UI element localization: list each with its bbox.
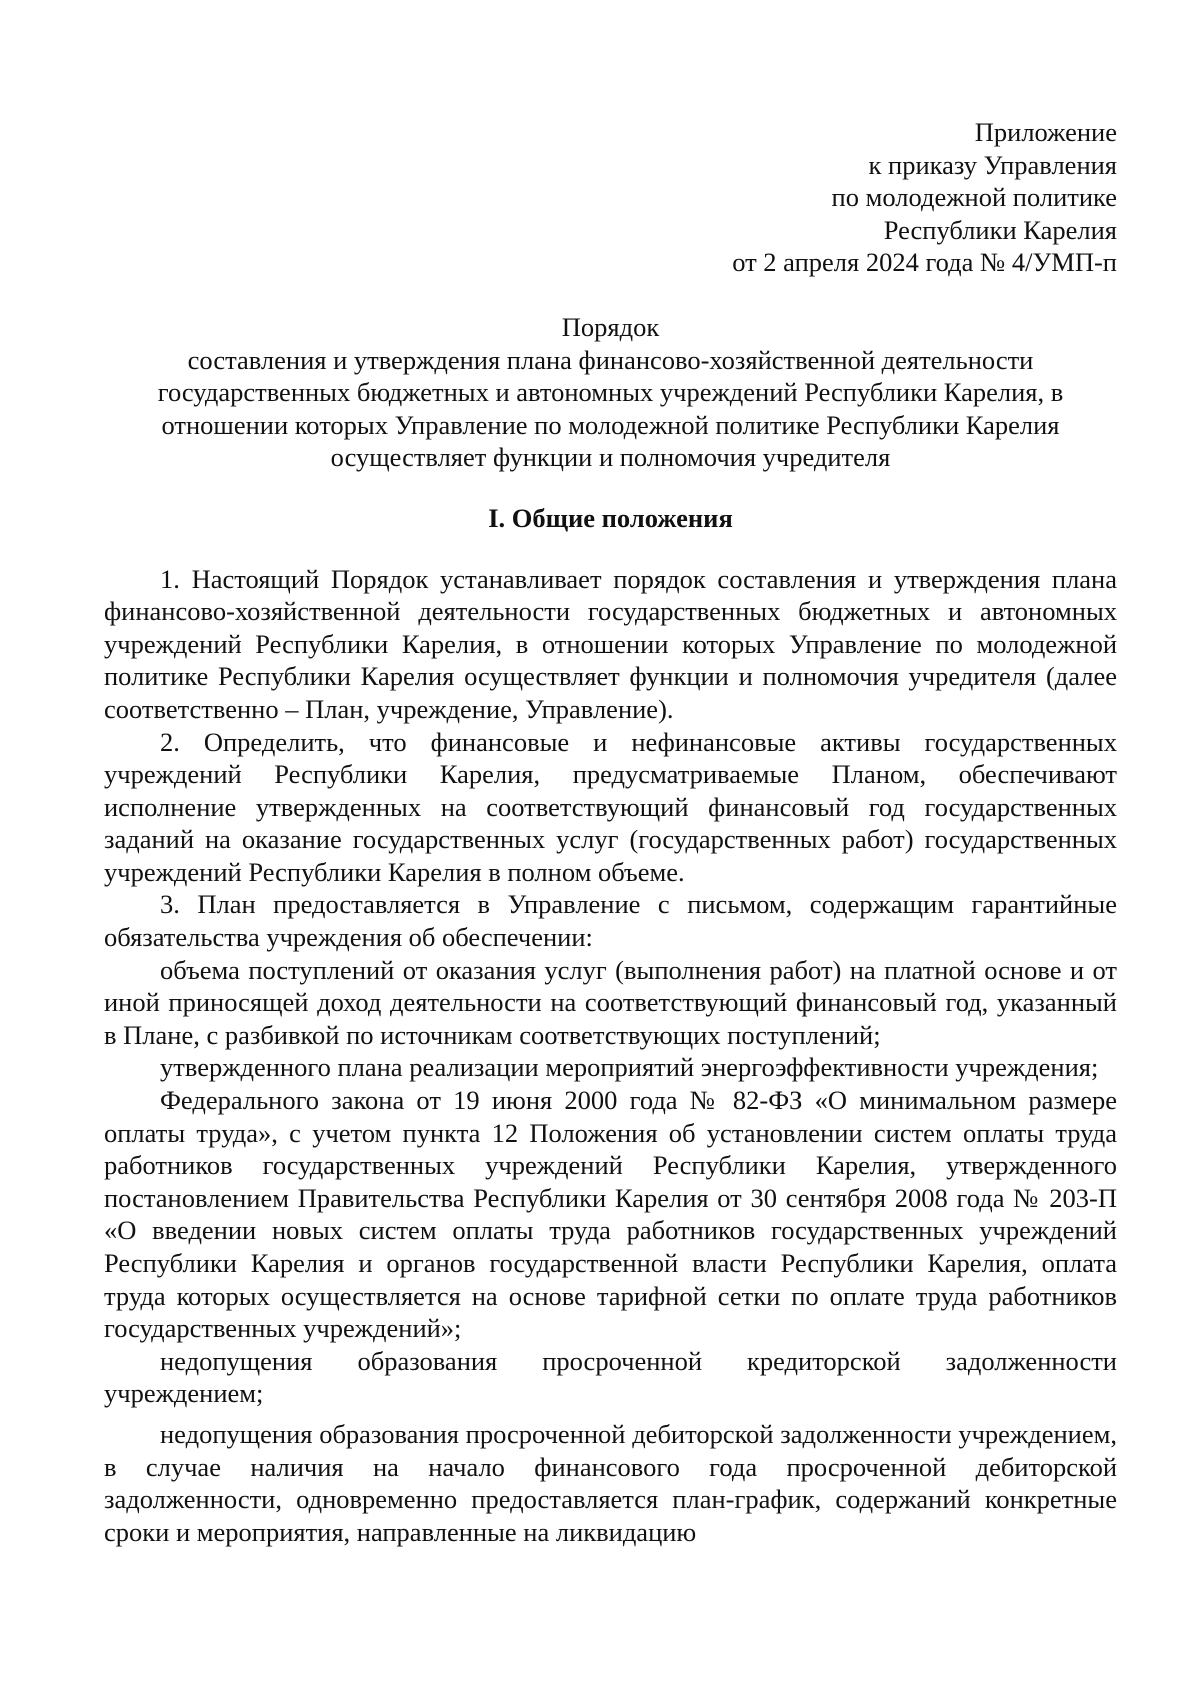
paragraph-1: 1. Настоящий Порядок устанавливает порядок составления и утверждения плана финансово-хозяйственной деятельности государственных бюджетных и автономных учреждений Республики Карелия, в отношении которых Управление по молодежной политике Республики Карелия осуществляет функции и полномочия учредителя (далее соответственно – План, учреждение, Управление). bbox=[104, 563, 1117, 724]
paragraph-2: 2. Определить, что финансовые и нефинансовые активы государственных учреждений Республики Карелия, предусматриваемые Планом, обеспечивают исполнение утвержденных на соответствующий финансовый год государственных заданий на оказание государственных услуг (государственных работ) государственных учреждений Республики Карелия в полном объеме. bbox=[104, 726, 1117, 887]
paragraph-3: 3. План предоставляется в Управление с письмом, содержащим гарантийные обязательства учреждения об обеспечении: bbox=[104, 889, 1117, 953]
document-body bbox=[104, 563, 1117, 1549]
annex-block bbox=[104, 116, 1117, 279]
annex-line-3: по молодежной политике bbox=[831, 182, 1117, 213]
annex-line-1: Приложение bbox=[974, 117, 1117, 147]
annex-line-5: от 2 апреля 2024 года № 4/УМП-п bbox=[732, 247, 1117, 278]
annex-line-2: к приказу Управления bbox=[868, 149, 1117, 180]
title-line-5: осуществляет функции и полномочия учредителя bbox=[330, 442, 891, 473]
title-line-2: составления и утверждения плана финансово-хозяйственной деятельности bbox=[187, 344, 1034, 375]
paragraph-3-item-debtor: недопущения образования просроченной дебиторской задолженности учреждением, в случае наличия на начало финансового года просроченной дебиторской задолженности, одновременно предоставляется план-график, содержаний конкретные сроки и мероприятия, направленные на ликвидацию bbox=[104, 1418, 1117, 1547]
title-line-4: отношении которых Управление по молодежной политике Республики Карелия bbox=[161, 409, 1060, 440]
document-page bbox=[104, 116, 1117, 1548]
paragraph-3-item-energy: утвержденного плана реализации мероприятий энергоэффективности учреждения; bbox=[160, 1052, 1099, 1083]
paragraph-3-item-law: Федерального закона от 19 июня 2000 года № 82-ФЗ «О минимальном размере оплаты труда», с учетом пункта 12 Положения об установлении систем оплаты труда работников государственных учреждений Республики Карелия, утвержденного постановлением Правительства Республики Карелия от 30 сентября 2008 года № 203-П «О введении новых систем оплаты труда работников государственных учреждений Республики Карелия и органов государственной власти Республики Карелия, оплата труда которых осуществляется на основе тарифной сетки по оплате труда работников государственных учреждений»; bbox=[104, 1085, 1117, 1344]
paragraph-3-item-revenue: объема поступлений от оказания услуг (выполнения работ) на платной основе и от иной приносящей доход деятельности на соответствующий финансовый год, указанный в Плане, с разбивкой по источникам соответствующих поступлений; bbox=[104, 954, 1117, 1050]
title-line-3: государственных бюджетных и автономных учреждений Республики Карелия, в bbox=[157, 377, 1064, 408]
section-heading: I. Общие положения bbox=[488, 502, 733, 533]
paragraph-3-item-creditor: недопущения образования просроченной кредиторской задолженности учреждением; bbox=[104, 1345, 1117, 1409]
document-title bbox=[104, 311, 1117, 474]
annex-line-4: Республики Карелия bbox=[883, 214, 1117, 245]
title-line-1: Порядок bbox=[561, 311, 660, 342]
